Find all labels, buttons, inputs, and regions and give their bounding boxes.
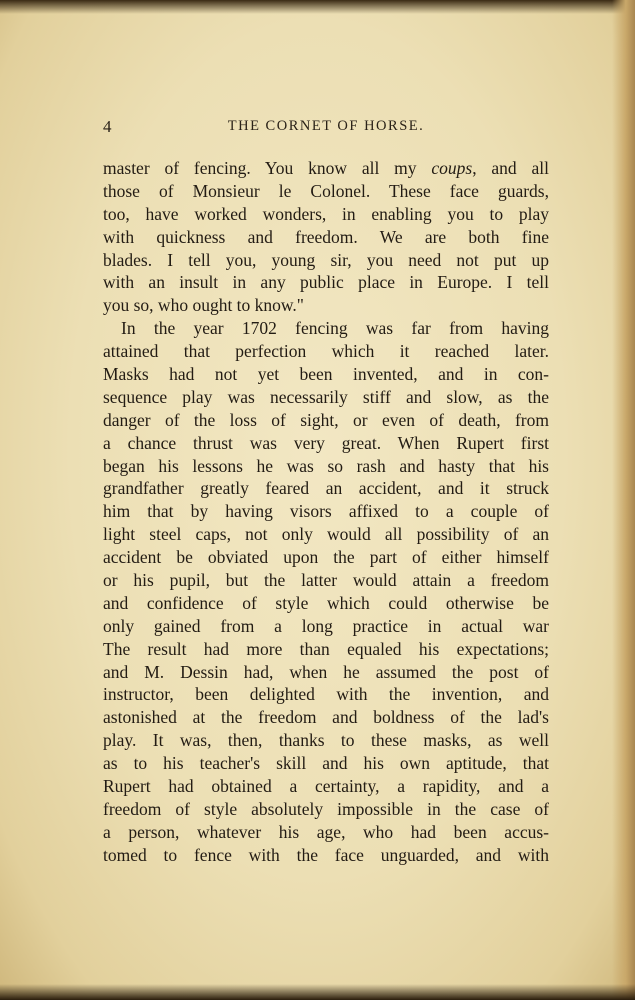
text-run: those of Monsieur le Colonel. These face guards, bbox=[103, 180, 549, 201]
text-run: , and all bbox=[472, 158, 549, 178]
page-top-shadow bbox=[0, 0, 635, 14]
text-line bbox=[103, 844, 549, 867]
text-run: astonished at the freedom and boldness of the lad's bbox=[103, 707, 549, 728]
text-run: blades. I tell you, young sir, you need not put up bbox=[103, 249, 549, 270]
text-run: a chance thrust was very great. When Rupert first bbox=[103, 432, 549, 453]
text-run: with an insult in any public place in Europe. I tell bbox=[103, 272, 549, 293]
text-line bbox=[103, 615, 549, 638]
text-line bbox=[103, 409, 549, 432]
text-line bbox=[103, 775, 549, 798]
text-run: too, have worked wonders, in enabling you to play bbox=[103, 203, 549, 224]
text-run: Rupert had obtained a certainty, a rapidity, and a bbox=[103, 776, 549, 797]
text-line bbox=[103, 340, 549, 363]
text-run: or his pupil, but the latter would attain a freedom bbox=[103, 570, 549, 591]
text-line bbox=[103, 752, 549, 775]
text-line bbox=[103, 683, 549, 706]
text-line bbox=[103, 661, 549, 684]
text-run: you so, who ought to know." bbox=[103, 295, 304, 316]
text-line bbox=[103, 317, 549, 340]
text-run: tomed to fence with the face unguarded, and with bbox=[103, 844, 549, 865]
text-line bbox=[103, 523, 549, 546]
text-line bbox=[103, 798, 549, 821]
text-line bbox=[103, 569, 549, 592]
italic-word: coups bbox=[431, 158, 473, 178]
text-line bbox=[103, 386, 549, 409]
page-number: 4 bbox=[103, 117, 112, 136]
text-run: master of fencing. You know all my bbox=[103, 158, 432, 178]
text-run: danger of the loss of sight, or even of death, from bbox=[103, 409, 549, 430]
paragraph bbox=[103, 157, 549, 317]
text-line bbox=[103, 157, 549, 180]
text-line bbox=[103, 271, 549, 294]
text-run: grandfather greatly feared an accident, and it struck bbox=[103, 478, 549, 499]
text-line bbox=[103, 821, 549, 844]
text-line bbox=[103, 249, 549, 272]
text-line bbox=[103, 432, 549, 455]
text-run: him that by having visors affixed to a couple of bbox=[103, 501, 549, 522]
text-run: as to his teacher's skill and his own aptitude, that bbox=[103, 753, 549, 774]
text-run: freedom of style absolutely impossible in the case of bbox=[103, 798, 549, 819]
text-line bbox=[103, 294, 549, 317]
text-run: In the year 1702 fencing was far from having bbox=[121, 318, 549, 339]
text-line bbox=[103, 592, 549, 615]
text-run: and confidence of style which could otherwise be bbox=[103, 592, 549, 613]
running-head bbox=[103, 117, 549, 139]
text-line bbox=[103, 500, 549, 523]
text-run: a person, whatever his age, who had been accus- bbox=[103, 821, 549, 842]
body-text bbox=[103, 157, 549, 867]
text-run: play. It was, then, thanks to these masks, as well bbox=[103, 730, 549, 751]
text-run: Masks had not yet been invented, and in con- bbox=[103, 364, 549, 385]
page-right-edge bbox=[612, 0, 635, 1000]
text-line bbox=[103, 638, 549, 661]
text-line bbox=[103, 477, 549, 500]
text-run: The result had more than equaled his expectations; bbox=[103, 638, 549, 659]
text-line bbox=[103, 546, 549, 569]
text-run: instructor, been delighted with the invention, and bbox=[103, 684, 549, 705]
text-line bbox=[103, 455, 549, 478]
text-line bbox=[103, 363, 549, 386]
text-line bbox=[103, 203, 549, 226]
running-title: THE CORNET OF HORSE. bbox=[227, 118, 425, 134]
text-run: and M. Dessin had, when he assumed the post of bbox=[103, 661, 549, 682]
paragraph bbox=[103, 317, 549, 866]
text-run: light steel caps, not only would all possibility of an bbox=[103, 524, 549, 545]
text-run: with quickness and freedom. We are both fine bbox=[103, 226, 549, 247]
text-run: sequence play was necessarily stiff and slow, as the bbox=[103, 386, 549, 407]
text-run: accident be obviated upon the part of either himself bbox=[103, 547, 549, 568]
text-run: began his lessons he was so rash and hasty that his bbox=[103, 455, 549, 476]
text-run: only gained from a long practice in actual war bbox=[103, 615, 549, 636]
text-line bbox=[103, 729, 549, 752]
text-run: attained that perfection which it reached later. bbox=[103, 341, 549, 362]
page-bottom-shadow bbox=[0, 984, 635, 1000]
text-line bbox=[103, 706, 549, 729]
text-line bbox=[103, 180, 549, 203]
text-line bbox=[103, 226, 549, 249]
